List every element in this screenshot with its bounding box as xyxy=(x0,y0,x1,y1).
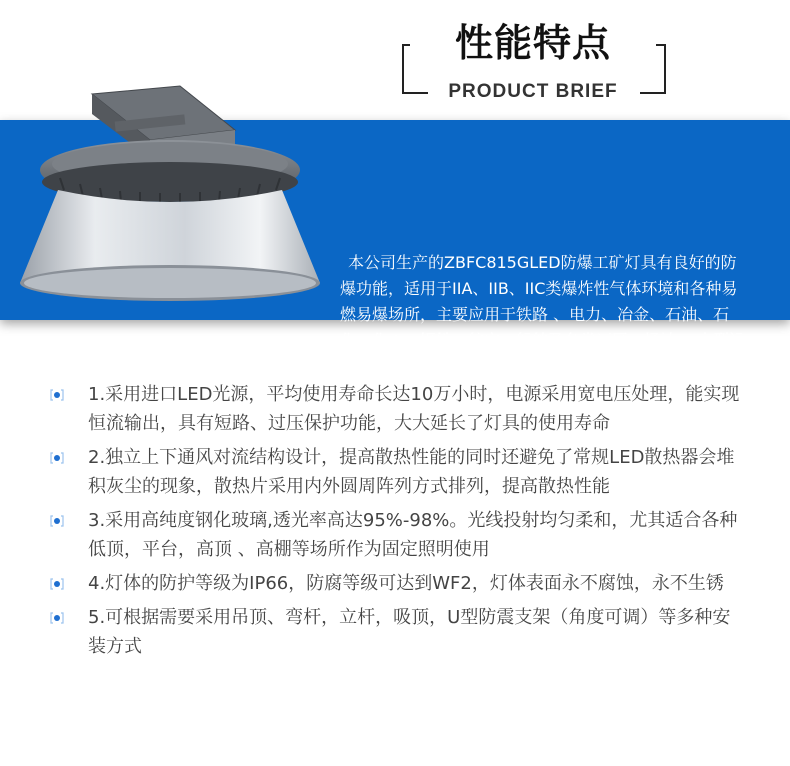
list-item xyxy=(48,506,748,564)
list-item xyxy=(48,569,748,598)
feature-text: 4.灯体的防护等级为IP66，防腐等级可达到WF2，灯体表面永不腐蚀，永不生锈 xyxy=(88,573,724,594)
intro-text: 本公司生产的ZBFC815GLED防爆工矿灯具有良好的防爆功能，适用于IIA、IIB、IIC类爆炸性气体环境和各种易燃易爆场所，主要应用于铁路 、电力、冶金、石油、石化、化工、钢铁、航空、船舶及各类厂区、场站 、大型设施、场馆等场所的高效照明 xyxy=(340,253,746,376)
bullet-icon xyxy=(50,388,64,402)
list-item xyxy=(48,603,748,661)
list-item xyxy=(48,443,748,501)
feature-list xyxy=(48,380,748,666)
feature-text: 5.可根据需要采用吊顶、弯杆，立杆，吸顶，U型防震支架（角度可调）等多种安装方式 xyxy=(88,607,731,657)
lamp-product-image xyxy=(20,78,320,308)
bullet-icon xyxy=(50,577,64,591)
feature-text: 2.独立上下通风对流结构设计，提高散热性能的同时还避免了常规LED散热器会堆积灰尘的现象，散热片采用内外圆周阵列方式排列，提高散热性能 xyxy=(88,447,735,497)
bullet-icon xyxy=(50,514,64,528)
section-subtitle: PRODUCT BRIEF xyxy=(430,78,636,106)
section-title: 性能特点 xyxy=(410,20,656,66)
bullet-icon xyxy=(50,611,64,625)
feature-text: 1.采用进口LED光源，平均使用寿命长达10万小时，电源采用宽电压处理，能实现恒流输出，具有短路、过压保护功能，大大延长了灯具的使用寿命 xyxy=(88,384,740,434)
list-item xyxy=(48,380,748,438)
feature-text: 3.采用高纯度钢化玻璃,透光率高达95%-98%。光线投射均匀柔和，尤其适合各种低顶，平台，高顶 、高棚等场所作为固定照明使用 xyxy=(88,510,738,560)
bullet-icon xyxy=(50,451,64,465)
